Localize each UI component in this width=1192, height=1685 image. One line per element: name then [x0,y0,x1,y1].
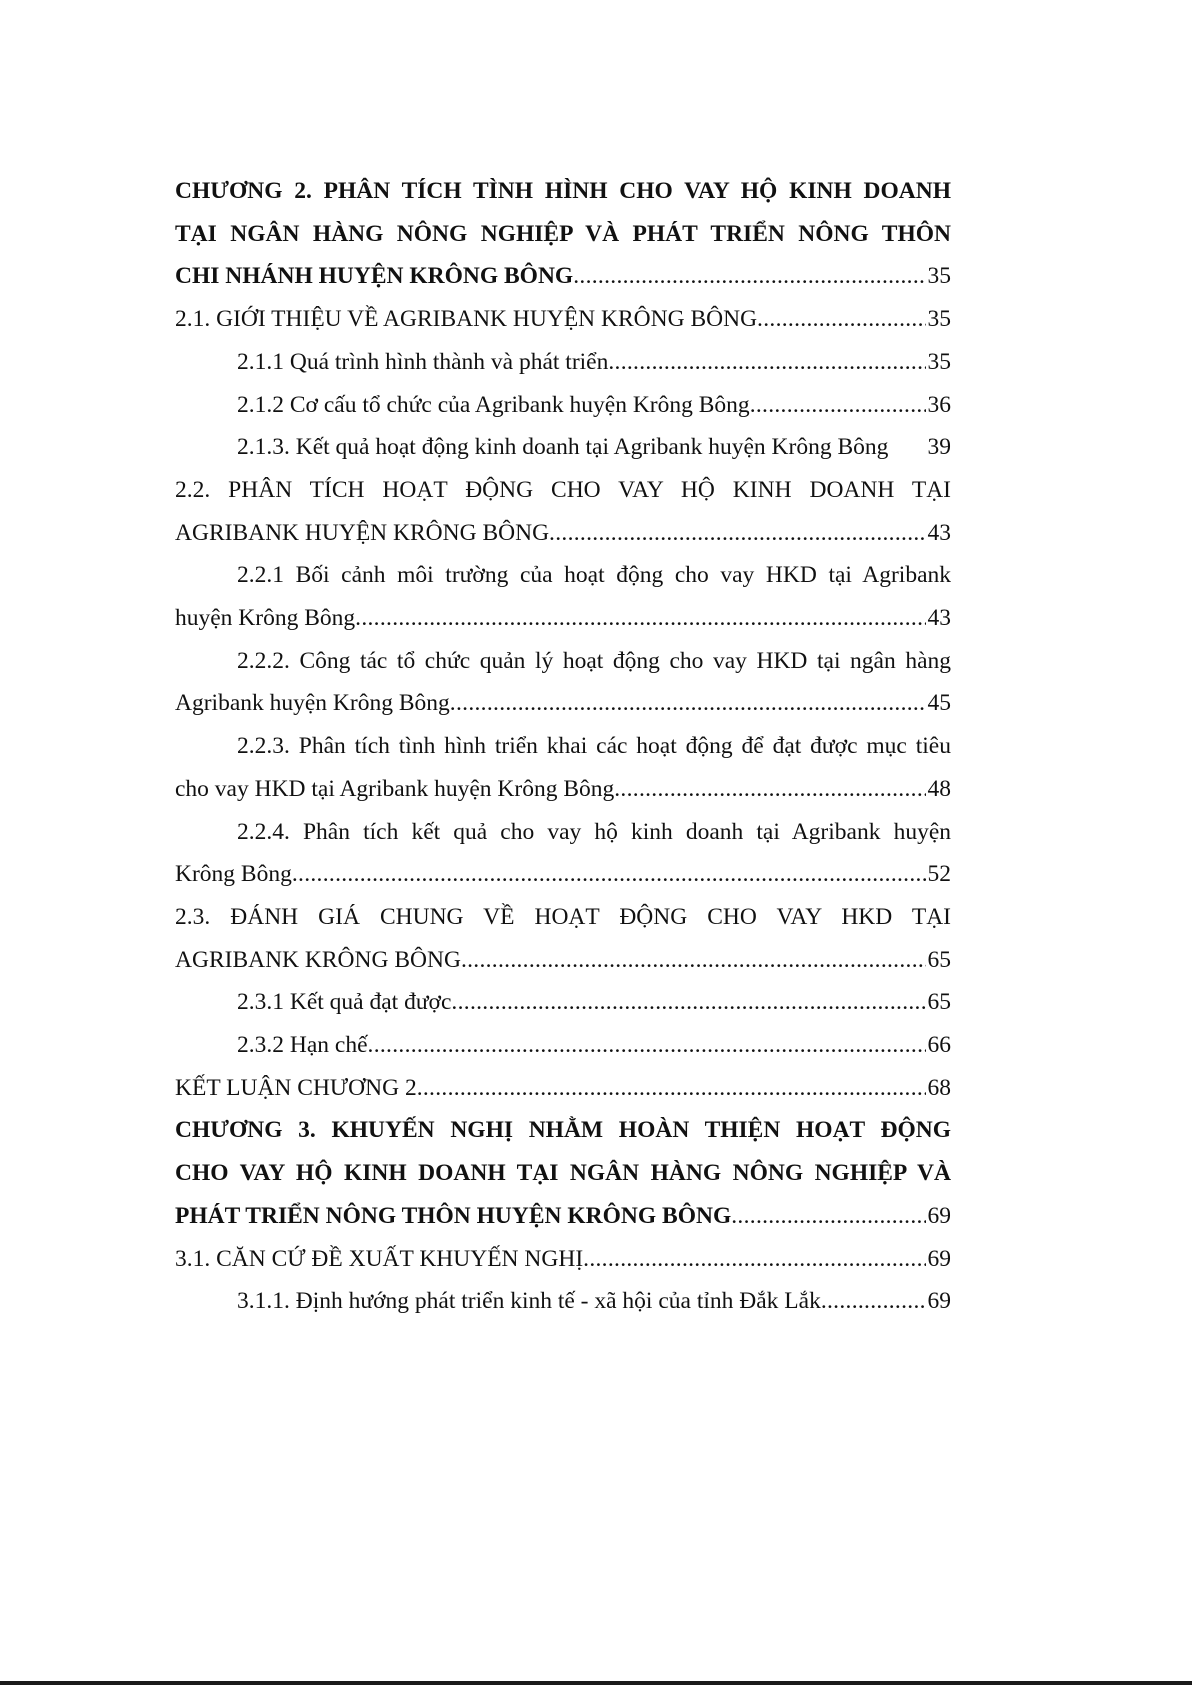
toc-entry[interactable] [175,725,951,810]
toc-entry-line: 2.2.3. Phân tích tình hình triển khai các hoạt động để đạt được mục tiêu [237,733,951,760]
page-bottom-edge [0,1681,1192,1685]
table-of-contents [175,170,951,1323]
toc-entry[interactable] [175,981,951,1024]
toc-entry[interactable] [175,640,951,725]
toc-entry-title: 2.1.3. Kết quả hoạt động kinh doanh tại Agribank huyện Krông Bông [237,434,889,461]
toc-page-number: 69 [927,1288,951,1315]
toc-entry-last-line [175,384,951,427]
toc-entry[interactable] [175,341,951,384]
toc-entry-title: cho vay HKD tại Agribank huyện Krông Bông [175,775,615,802]
leader-dots [549,512,925,555]
toc-entry-last-line [175,512,951,555]
toc-entry-last-line [175,1280,951,1323]
toc-entry-title: 2.1.2 Cơ cấu tổ chức của Agribank huyện Krông Bông [237,391,750,418]
toc-entry[interactable] [175,170,951,298]
toc-page-number: 43 [927,605,951,632]
toc-entry-last-line [175,1024,951,1067]
leader-dots [417,1067,926,1110]
leader-dots [368,1024,926,1067]
toc-entry-title: KẾT LUẬN CHƯƠNG 2 [175,1074,417,1101]
toc-entry[interactable] [175,1280,951,1323]
toc-page-number: 69 [927,1245,951,1272]
toc-page-number: 35 [927,263,951,290]
toc-entry-last-line [175,682,951,725]
toc-page-number: 45 [927,690,951,717]
toc-entry[interactable] [175,1067,951,1110]
toc-entry-title: Krông Bông [175,861,292,888]
toc-entry-line: 2.3. ĐÁNH GIÁ CHUNG VỀ HOẠT ĐỘNG CHO VAY HKD TẠI [175,903,951,930]
toc-entry-last-line [175,1195,951,1238]
toc-entry-title: 2.3.2 Hạn chế [237,1032,368,1059]
leader-dots [355,597,925,640]
toc-entry-last-line [175,1238,951,1281]
leader-dots [292,853,926,896]
toc-page-number: 39 [927,434,951,461]
toc-page-number: 66 [927,1032,951,1059]
leader-dots [583,1238,925,1281]
toc-page-number: 65 [927,989,951,1016]
leader-dots [614,768,925,811]
toc-page-number: 68 [927,1074,951,1101]
toc-entry[interactable] [175,1109,951,1237]
toc-entry-line: CHƯƠNG 2. PHÂN TÍCH TÌNH HÌNH CHO VAY HỘ KINH DOANH [175,178,951,204]
toc-entry-title: AGRIBANK KRÔNG BÔNG [175,946,461,973]
toc-entry-title: 2.1. GIỚI THIỆU VỀ AGRIBANK HUYỆN KRÔNG BÔNG [175,306,758,333]
leader-dots [750,384,926,427]
leader-dots [757,298,925,341]
toc-entry-last-line [175,426,951,469]
toc-entry-line: TẠI NGÂN HÀNG NÔNG NGHIỆP VÀ PHÁT TRIỂN NÔNG THÔN [175,220,951,247]
toc-entry-title: PHÁT TRIỂN NÔNG THÔN HUYỆN KRÔNG BÔNG [175,1202,732,1229]
toc-entry-last-line [175,939,951,982]
toc-page-number: 35 [927,306,951,333]
toc-page-number: 52 [927,861,951,888]
toc-entry-title: huyện Krông Bông [175,605,356,632]
toc-entry-line: 2.2. PHÂN TÍCH HOẠT ĐỘNG CHO VAY HỘ KINH DOANH TẠI [175,476,951,503]
toc-entry-last-line [175,853,951,896]
toc-entry-last-line [175,981,951,1024]
toc-page-number: 36 [927,391,951,418]
toc-entry[interactable] [175,1024,951,1067]
toc-entry-line: CHO VAY HỘ KINH DOANH TẠI NGÂN HÀNG NÔNG NGHIỆP VÀ [175,1160,951,1187]
toc-entry-last-line [175,341,951,384]
leader-dots [608,341,925,384]
leader-dots [451,981,925,1024]
toc-page-number: 65 [927,946,951,973]
toc-entry-line: 2.2.2. Công tác tổ chức quản lý hoạt động cho vay HKD tại ngân hàng [237,647,951,674]
toc-entry-last-line [175,768,951,811]
leader-dots [731,1195,925,1238]
toc-entry-last-line [175,255,951,298]
toc-entry-line: 2.2.4. Phân tích kết quả cho vay hộ kinh doanh tại Agribank huyện [237,818,951,845]
toc-entry[interactable] [175,426,951,469]
toc-entry[interactable] [175,384,951,427]
toc-entry-last-line [175,1067,951,1110]
toc-entry-line: CHƯƠNG 3. KHUYẾN NGHỊ NHẰM HOÀN THIỆN HOẠT ĐỘNG [175,1117,951,1144]
leader-dots [573,255,925,298]
leader-dots [821,1280,926,1323]
leader-dots [461,939,926,982]
toc-entry-title: CHI NHÁNH HUYỆN KRÔNG BÔNG [175,263,574,290]
toc-entry[interactable] [175,554,951,639]
toc-entry[interactable] [175,469,951,554]
toc-entry-last-line [175,298,951,341]
leader-dots [450,682,926,725]
toc-entry-title: 3.1. CĂN CỨ ĐỀ XUẤT KHUYẾN NGHỊ [175,1245,584,1272]
toc-entry[interactable] [175,1238,951,1281]
toc-entry-title: 2.1.1 Quá trình hình thành và phát triển [237,348,609,375]
toc-page-number: 48 [927,775,951,802]
toc-entry-title: 2.3.1 Kết quả đạt được [237,989,452,1016]
toc-entry[interactable] [175,811,951,896]
toc-page-number: 35 [927,348,951,375]
toc-entry[interactable] [175,896,951,981]
toc-page-number: 69 [927,1202,951,1229]
toc-entry-line: 2.2.1 Bối cảnh môi trường của hoạt động cho vay HKD tại Agribank [237,562,951,589]
toc-entry-title: Agribank huyện Krông Bông [175,690,450,717]
toc-entry-last-line [175,597,951,640]
toc-entry[interactable] [175,298,951,341]
toc-entry-title: 3.1.1. Định hướng phát triển kinh tế - xã hội của tỉnh Đắk Lắk [237,1288,821,1315]
toc-entry-title: AGRIBANK HUYỆN KRÔNG BÔNG [175,519,550,546]
toc-page-number: 43 [927,519,951,546]
